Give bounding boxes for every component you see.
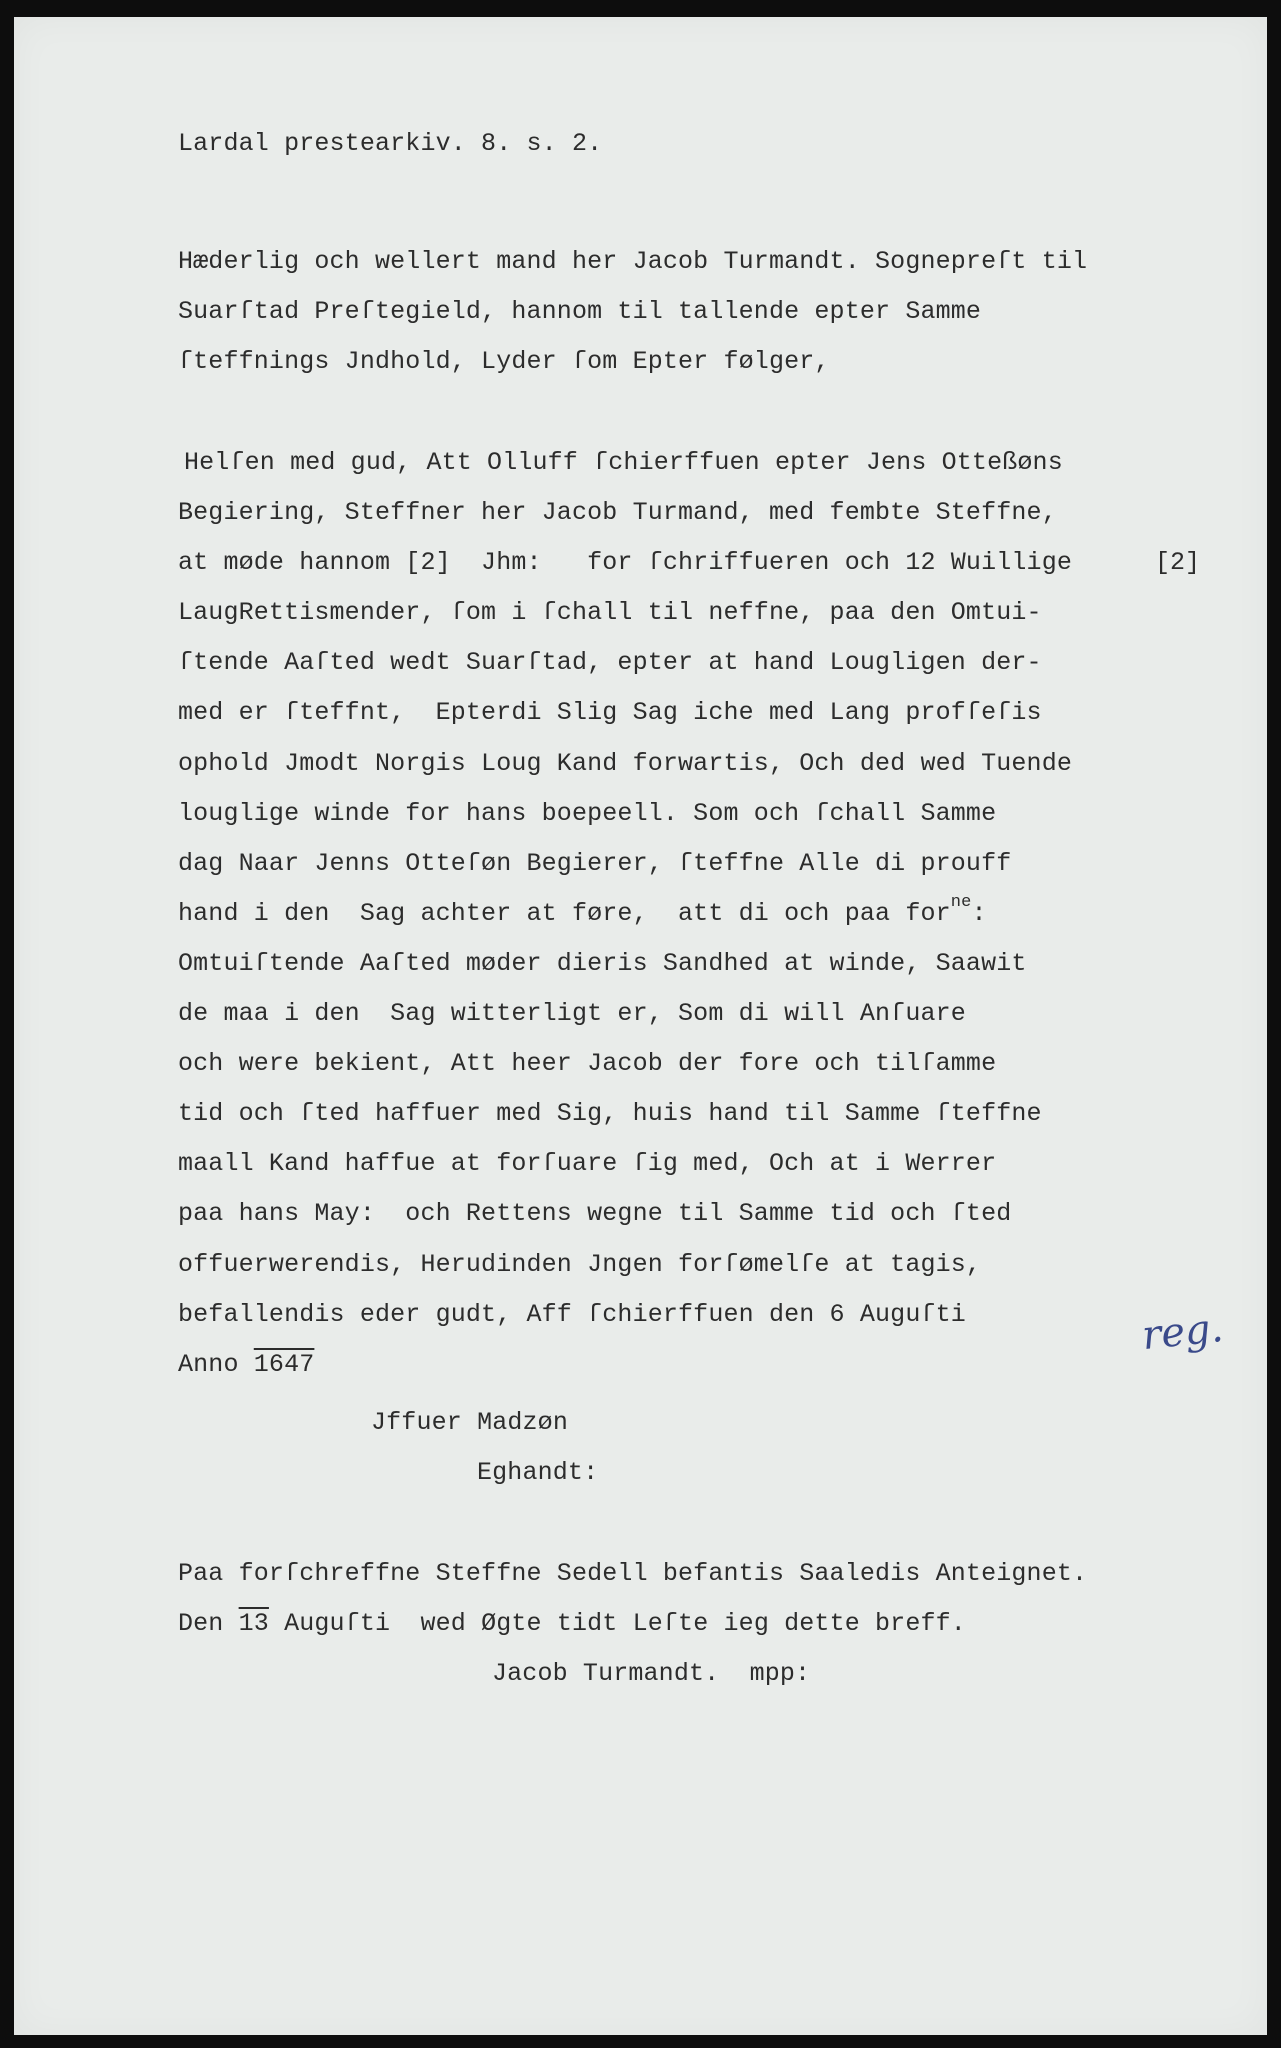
- closing-line-2-start: Den: [178, 1609, 239, 1638]
- body-line-17: offuerwerendis, Herudinden Jngen forſømelſe at tagis,: [178, 1250, 982, 1279]
- body-line-10: [178, 893, 987, 930]
- superscript-ne: ne: [950, 893, 972, 912]
- final-signature: Jacob Turmandt. mpp:: [492, 1659, 811, 1688]
- intro-line-1: Hæderlig och wellert mand her Jacob Turmandt. Sognepreſt til: [178, 247, 1088, 276]
- body-line-16: paa hans May: och Rettens wegne til Samme tid och ſted: [178, 1199, 1012, 1228]
- body-line-4: LaugRettismender, ſom i ſchall til neffne, paa den Omtui-: [178, 598, 1042, 627]
- closing-line-2-rest: Auguſti wed Øgte tidt Leſte ieg dette breff.: [268, 1609, 966, 1638]
- body-line-14: tid och ſted haffuer med Sig, huis hand til Samme ſteffne: [178, 1099, 1042, 1128]
- body-line-9: dag Naar Jenns Otteſøn Begierer, ſteffne Alle di prouff: [178, 849, 1012, 878]
- body-line-2: Begiering, Steffner her Jacob Turmand, med fembte Steffne,: [178, 498, 1057, 527]
- body-line-8: louglige winde for hans boepeell. Som och ſchall Samme: [178, 799, 997, 828]
- intro-line-2: Suarſtad Preſtegield, hannom til tallende epter Samme: [178, 297, 982, 326]
- signature-name: Jffuer Madzøn: [371, 1408, 568, 1437]
- body-line-18: befallendis eder gudt, Aff ſchierffuen den 6 Auguſti: [178, 1300, 966, 1329]
- body-line-1: Helſen med gud, Att Olluff ſchierffuen epter Jens Otteßøns: [184, 448, 1063, 477]
- body-line-11: Omtuiſtende Aaſted møder dieris Sandhed at winde, Saawit: [178, 949, 1027, 978]
- body-line-10-text: hand i den Sag achter at føre, att di och paa for: [178, 899, 951, 928]
- signature-eghandt: Eghandt:: [477, 1458, 599, 1487]
- closing-line-2: [178, 1608, 966, 1640]
- document-page: [14, 17, 1267, 2035]
- body-line-19: [178, 1349, 314, 1381]
- superscript-colon: :: [971, 899, 987, 928]
- closing-date-num: 13: [238, 1609, 269, 1638]
- body-line-5: ſtende Aaſted wedt Suarſtad, epter at hand Lougligen der-: [178, 648, 1042, 677]
- body-line-7: ophold Jmodt Norgis Loug Kand forwartis, Och ded wed Tuende: [178, 749, 1072, 778]
- year: 1647: [253, 1350, 315, 1379]
- body-line-6: med er ſteffnt, Epterdi Slig Sag iche med Lang profſeſis: [178, 698, 1042, 727]
- closing-line-1: Paa forſchreffne Steffne Sedell befantis Saaledis Anteignet.: [178, 1559, 1088, 1588]
- body-line-13: och were bekient, Att heer Jacob der fore och tilſamme: [178, 1049, 997, 1078]
- body-line-3: at møde hannom [2] Jhm: for ſchriffueren och 12 Wuillige: [178, 548, 1072, 577]
- body-line-15: maall Kand haffue at forſuare ſig med, Och at i Werrer: [178, 1149, 997, 1178]
- body-line-12: de maa i den Sag witterligt er, Som di will Anſuare: [178, 999, 966, 1028]
- intro-line-3: ſteffnings Jndhold, Lyder ſom Epter følger,: [178, 347, 830, 376]
- anno-label: Anno: [178, 1350, 254, 1379]
- margin-note: [2]: [1155, 548, 1201, 577]
- handwritten-note: reg.: [1139, 1304, 1226, 1360]
- archive-header: Lardal prestearkiv. 8. s. 2.: [178, 129, 603, 158]
